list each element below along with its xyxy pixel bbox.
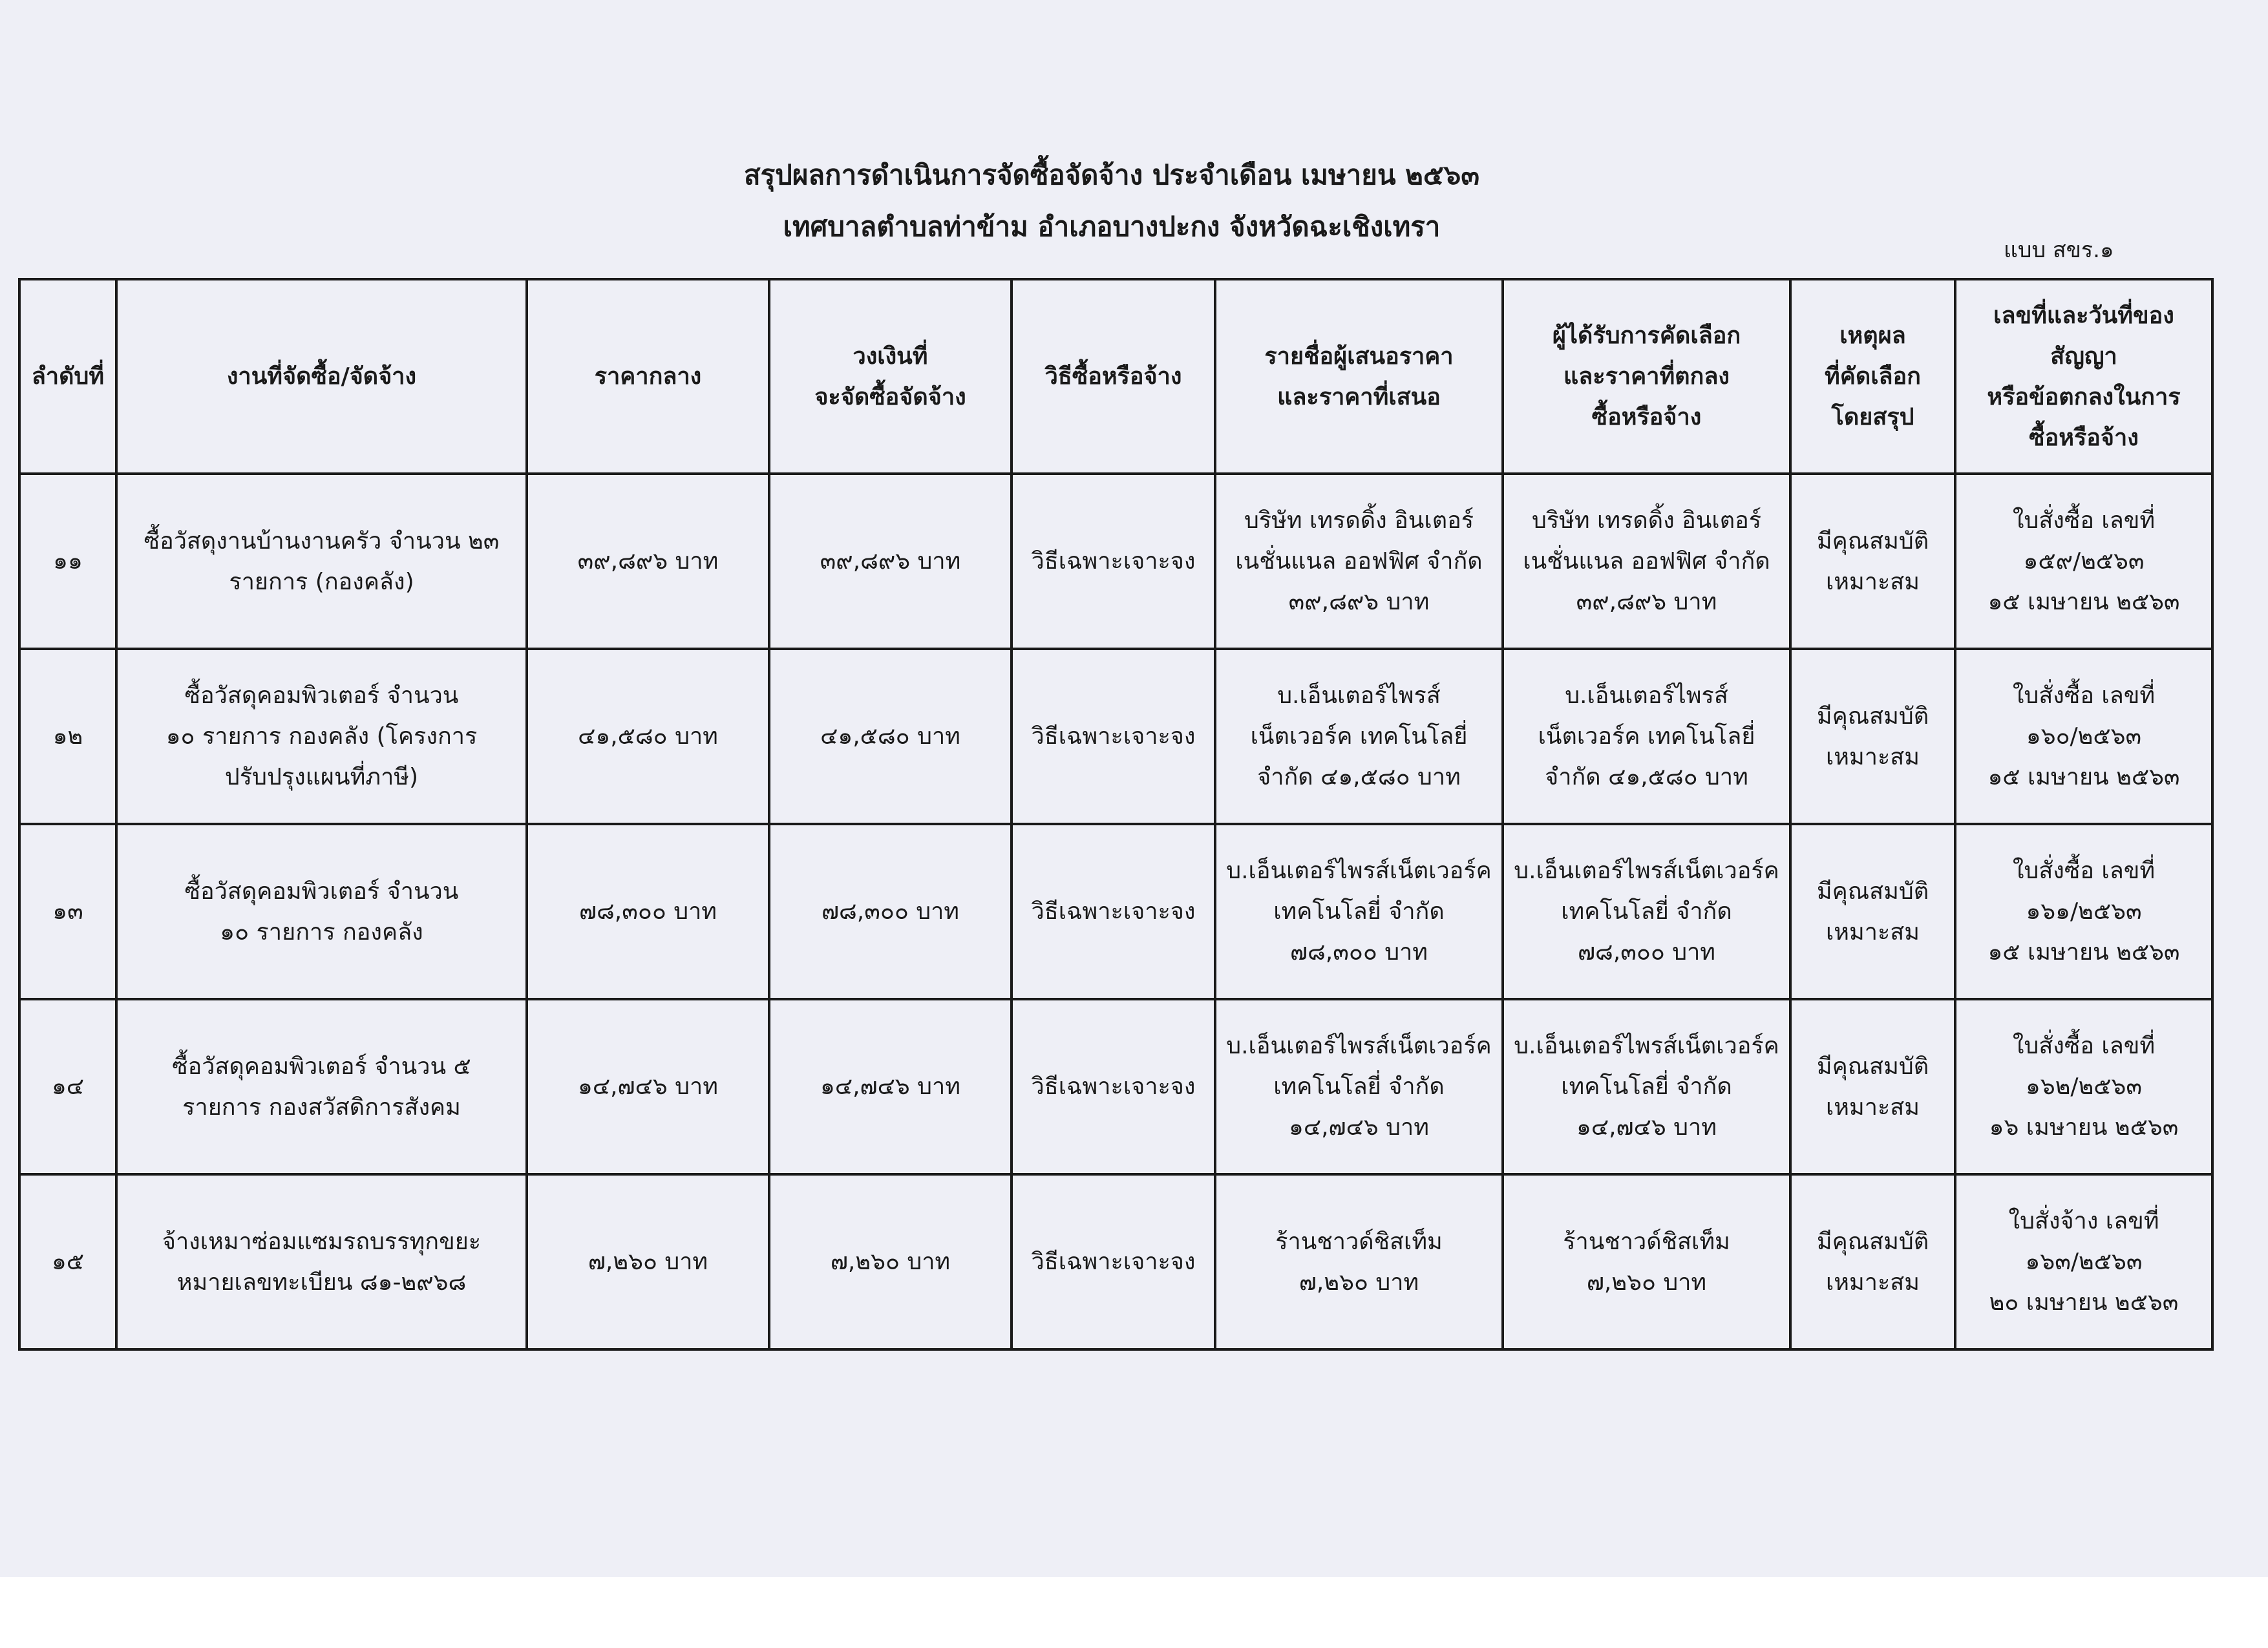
- cell-bidders: บ.เอ็นเตอร์ไพรส์ เน็ตเวอร์ค เทคโนโลยี่ จำกัด ๔๑,๕๘๐ บาท: [1215, 649, 1503, 824]
- cell-budget: ๗,๒๖๐ บาท: [769, 1174, 1012, 1349]
- page-subtitle: เทศบาลตำบลท่าข้าม อำเภอบางปะกง จังหวัดฉะเชิงเทรา: [783, 211, 1441, 242]
- column-header-budget: วงเงินที่ จะจัดซื้อจัดจ้าง: [769, 279, 1012, 474]
- table-header-row: [19, 279, 2212, 474]
- table-row: [19, 999, 2212, 1174]
- column-header-selected: ผู้ได้รับการคัดเลือก และราคาที่ตกลง ซื้อหรือจ้าง: [1503, 279, 1790, 474]
- cell-bidders: บ.เอ็นเตอร์ไพรส์เน็ตเวอร์ค เทคโนโลยี่ จำกัด ๗๘,๓๐๐ บาท: [1215, 824, 1503, 999]
- cell-no: ๑๓: [19, 824, 116, 999]
- procurement-table: [18, 278, 2214, 1351]
- cell-budget: ๓๙,๘๙๖ บาท: [769, 474, 1012, 649]
- cell-no: ๑๒: [19, 649, 116, 824]
- table-row: [19, 1174, 2212, 1349]
- cell-budget: ๗๘,๓๐๐ บาท: [769, 824, 1012, 999]
- column-header-reason: เหตุผล ที่คัดเลือก โดยสรุป: [1790, 279, 1955, 474]
- cell-contract: ใบสั่งซื้อ เลขที่ ๑๖๑/๒๕๖๓ ๑๕ เมษายน ๒๕๖๓: [1955, 824, 2212, 999]
- cell-bidders: บริษัท เทรดดิ้ง อินเตอร์ เนชั่นแนล ออฟฟิศ จำกัด ๓๙,๘๙๖ บาท: [1215, 474, 1503, 649]
- column-header-no: ลำดับที่: [19, 279, 116, 474]
- cell-median-price: ๗,๒๖๐ บาท: [527, 1174, 769, 1349]
- cell-selected: บ.เอ็นเตอร์ไพรส์เน็ตเวอร์ค เทคโนโลยี่ จำกัด ๑๔,๗๔๖ บาท: [1503, 999, 1790, 1174]
- cell-bidders: บ.เอ็นเตอร์ไพรส์เน็ตเวอร์ค เทคโนโลยี่ จำกัด ๑๔,๗๔๖ บาท: [1215, 999, 1503, 1174]
- cell-contract: ใบสั่งซื้อ เลขที่ ๑๕๙/๒๕๖๓ ๑๕ เมษายน ๒๕๖๓: [1955, 474, 2212, 649]
- form-code: แบบ สขร.๑: [2004, 237, 2114, 263]
- cell-contract: ใบสั่งซื้อ เลขที่ ๑๖๒/๒๕๖๓ ๑๖ เมษายน ๒๕๖๓: [1955, 999, 2212, 1174]
- cell-reason: มีคุณสมบัติ เหมาะสม: [1790, 824, 1955, 999]
- cell-no: ๑๕: [19, 1174, 116, 1349]
- column-header-item: งานที่จัดซื้อ/จัดจ้าง: [116, 279, 527, 474]
- cell-selected: ร้านชาวด์ชิสเท็ม ๗,๒๖๐ บาท: [1503, 1174, 1790, 1349]
- cell-item: ซื้อวัสดุคอมพิวเตอร์ จำนวน ๑๐ รายการ กองคลัง (โครงการ ปรับปรุงแผนที่ภาษี): [116, 649, 527, 824]
- cell-bidders: ร้านชาวด์ชิสเท็ม ๗,๒๖๐ บาท: [1215, 1174, 1503, 1349]
- cell-budget: ๑๔,๗๔๖ บาท: [769, 999, 1012, 1174]
- column-header-bidders: รายชื่อผู้เสนอราคา และราคาที่เสนอ: [1215, 279, 1503, 474]
- cell-no: ๑๑: [19, 474, 116, 649]
- cell-reason: มีคุณสมบัติ เหมาะสม: [1790, 474, 1955, 649]
- cell-item: ซื้อวัสดุงานบ้านงานครัว จำนวน ๒๓ รายการ (กองคลัง): [116, 474, 527, 649]
- cell-contract: ใบสั่งซื้อ เลขที่ ๑๖๐/๒๕๖๓ ๑๕ เมษายน ๒๕๖๓: [1955, 649, 2212, 824]
- cell-median-price: ๗๘,๓๐๐ บาท: [527, 824, 769, 999]
- cell-method: วิธีเฉพาะเจาะจง: [1012, 649, 1215, 824]
- cell-contract: ใบสั่งจ้าง เลขที่ ๑๖๓/๒๕๖๓ ๒๐ เมษายน ๒๕๖๓: [1955, 1174, 2212, 1349]
- cell-method: วิธีเฉพาะเจาะจง: [1012, 999, 1215, 1174]
- column-header-median-price: ราคากลาง: [527, 279, 769, 474]
- cell-selected: บ.เอ็นเตอร์ไพรส์เน็ตเวอร์ค เทคโนโลยี่ จำกัด ๗๘,๓๐๐ บาท: [1503, 824, 1790, 999]
- cell-reason: มีคุณสมบัติ เหมาะสม: [1790, 649, 1955, 824]
- cell-median-price: ๑๔,๗๔๖ บาท: [527, 999, 769, 1174]
- cell-item: จ้างเหมาซ่อมแซมรถบรรทุกขยะ หมายเลขทะเบียน ๘๑-๒๙๖๘: [116, 1174, 527, 1349]
- cell-method: วิธีเฉพาะเจาะจง: [1012, 824, 1215, 999]
- column-header-method: วิธีซื้อหรือจ้าง: [1012, 279, 1215, 474]
- cell-item: ซื้อวัสดุคอมพิวเตอร์ จำนวน ๑๐ รายการ กองคลัง: [116, 824, 527, 999]
- page-title: สรุปผลการดำเนินการจัดซื้อจัดจ้าง ประจำเดือน เมษายน ๒๕๖๓: [743, 159, 1480, 191]
- table-row: [19, 474, 2212, 649]
- table-row: [19, 824, 2212, 999]
- cell-budget: ๔๑,๕๘๐ บาท: [769, 649, 1012, 824]
- cell-reason: มีคุณสมบัติ เหมาะสม: [1790, 1174, 1955, 1349]
- cell-median-price: ๓๙,๘๙๖ บาท: [527, 474, 769, 649]
- cell-item: ซื้อวัสดุคอมพิวเตอร์ จำนวน ๕ รายการ กองสวัสดิการสังคม: [116, 999, 527, 1174]
- cell-reason: มีคุณสมบัติ เหมาะสม: [1790, 999, 1955, 1174]
- cell-selected: บ.เอ็นเตอร์ไพรส์ เน็ตเวอร์ค เทคโนโลยี่ จำกัด ๔๑,๕๘๐ บาท: [1503, 649, 1790, 824]
- column-header-contract: เลขที่และวันที่ของ สัญญา หรือข้อตกลงในการ ซื้อหรือจ้าง: [1955, 279, 2212, 474]
- table-row: [19, 649, 2212, 824]
- cell-method: วิธีเฉพาะเจาะจง: [1012, 474, 1215, 649]
- cell-selected: บริษัท เทรดดิ้ง อินเตอร์ เนชั่นแนล ออฟฟิศ จำกัด ๓๙,๘๙๖ บาท: [1503, 474, 1790, 649]
- cell-method: วิธีเฉพาะเจาะจง: [1012, 1174, 1215, 1349]
- cell-median-price: ๔๑,๕๘๐ บาท: [527, 649, 769, 824]
- cell-no: ๑๔: [19, 999, 116, 1174]
